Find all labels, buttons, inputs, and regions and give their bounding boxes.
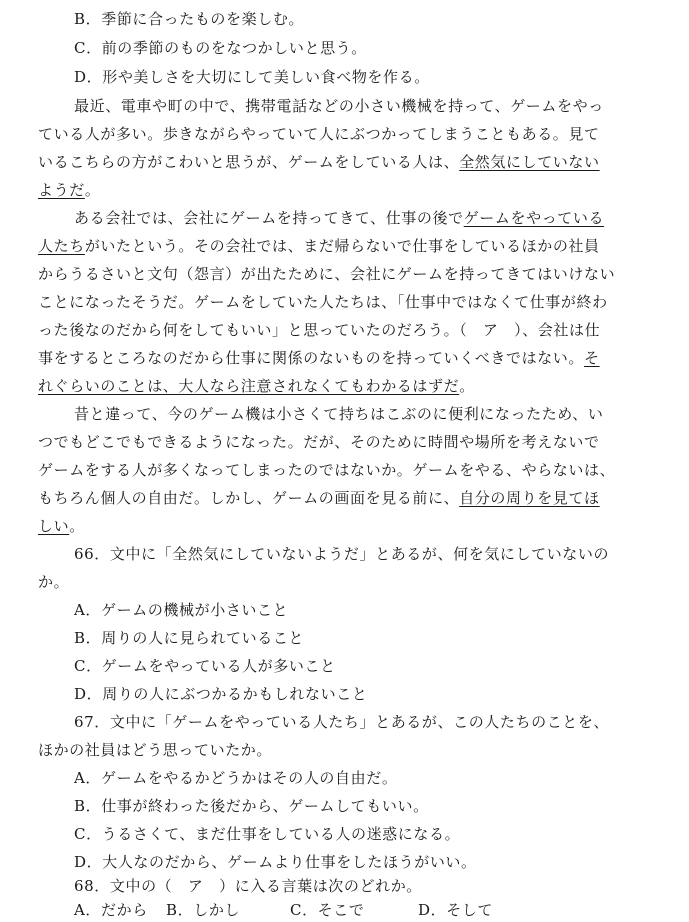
passage-text: もちろん個人の自由だ。しかし、ゲームの画面を見る前に、 (38, 489, 460, 507)
q67-option-a: A．ゲームをやるかどうかはその人の自由だ。 (74, 769, 398, 787)
q66-option-c: C．ゲームをやっている人が多いこと (74, 657, 336, 675)
q66-option-d: D．周りの人にぶつかるかもしれないこと (74, 685, 368, 703)
q67-stem: 67．文中に「ゲームをやっている人たち」とあるが、この人たちのことを、 (74, 713, 610, 731)
q68-option-c: C．そこで (290, 901, 365, 919)
q68-option-a: A．だから (74, 901, 148, 919)
q66-stem: 66．文中に「全然気にしていないようだ」とあるが、何を気にしていないの (74, 545, 610, 563)
passage-p1-line3 (38, 152, 600, 172)
passage-p3-line5 (38, 516, 85, 536)
q66-option-b: B．周りの人に見られていること (74, 629, 305, 647)
prev-option-c: C．前の季節のものをなつかしいと思う。 (74, 39, 367, 57)
q68-option-d: D．そして (418, 901, 494, 919)
q67-option-d: D．大人なのだから、ゲームより仕事をしたほうがいい。 (74, 853, 477, 871)
underlined-phrase-cont: れぐらいのことは、大人なら注意されなくてもわかるはずだ (38, 377, 460, 395)
q68-option-b: B．しかし (166, 901, 241, 919)
underlined-phrase-67-cont: 人たち (38, 237, 85, 255)
passage-p1-line2: ている人が多い。歩きながらやっていて人にぶつかってしまうこともある。見て (38, 125, 600, 143)
passage-p3-line4 (38, 488, 600, 508)
underlined-phrase: そ (584, 349, 600, 367)
passage-p2-line3: からうるさいと文句（怨言）が出たために、会社にゲームを持ってきてはいけない (38, 265, 616, 283)
underlined-phrase-66: 全然気にしていない (459, 153, 600, 171)
underlined-phrase-cont: しい (38, 517, 70, 535)
passage-text: がいたという。その会社では、まだ帰らないで仕事をしているほかの社員 (84, 237, 600, 255)
q66-option-a: A．ゲームの機械が小さいこと (74, 601, 289, 619)
passage-text: いるこちらの方がこわいと思うが、ゲームをしている人は、 (38, 153, 460, 171)
q68-stem: 68．文中の（ ア ）に入る言葉は次のどれか。 (74, 877, 422, 895)
q67-option-c: C．うるさくて、まだ仕事をしている人の迷惑になる。 (74, 825, 461, 843)
passage-p2-line1 (74, 208, 604, 228)
q66-stem-cont: か。 (38, 573, 70, 591)
passage-p1-line4 (38, 180, 100, 200)
passage-p2-line2 (38, 236, 600, 256)
q67-stem-cont: ほかの社員はどう思っていたか。 (38, 741, 273, 759)
passage-text: ある会社では、会社にゲームを持ってきて、仕事の後で (74, 209, 464, 227)
passage-text: 。 (84, 181, 101, 199)
passage-p3-line3: ゲームをする人が多くなってしまったのではないか。ゲームをやる、やらないは、 (38, 461, 616, 479)
underlined-phrase: 自分の周りを見てほ (459, 489, 600, 507)
underlined-phrase-66-cont: ようだ (38, 181, 85, 199)
passage-p3-line2: つでもどこでもできるようになった。だが、そのために時間や場所を考えないで (38, 433, 600, 451)
passage-p2-line6 (38, 348, 600, 368)
passage-p2-line7 (38, 376, 475, 396)
passage-p1-line1: 最近、電車や町の中で、携帯電話などの小さい機械を持って、ゲームをやっ (74, 97, 604, 115)
q67-option-b: B．仕事が終わった後だから、ゲームしてもいい。 (74, 797, 429, 815)
prev-option-d: D．形や美しさを大切にして美しい食べ物を作る。 (74, 68, 430, 86)
prev-option-b: B．季節に合ったものを楽しむ。 (74, 10, 305, 28)
passage-p2-line5: った後なのだから何をしてもいい」と思っていたのだろう。（ ア ）、会社は仕 (38, 321, 601, 339)
passage-text: 。 (69, 517, 85, 535)
passage-p2-line4: ことになったそうだ。ゲームをしていた人たちは、「仕事中ではなくて仕事が終わ (38, 293, 608, 311)
passage-text: 事をするところなのだから仕事に関係のないものを持っていくべきではない。 (38, 349, 585, 367)
passage-text: 。 (459, 377, 475, 395)
underlined-phrase-67: ゲームをやっている (463, 209, 605, 227)
passage-p3-line1: 昔と違って、今のゲーム機は小さくて持ちはこぶのに便利になったため、い (74, 405, 604, 423)
